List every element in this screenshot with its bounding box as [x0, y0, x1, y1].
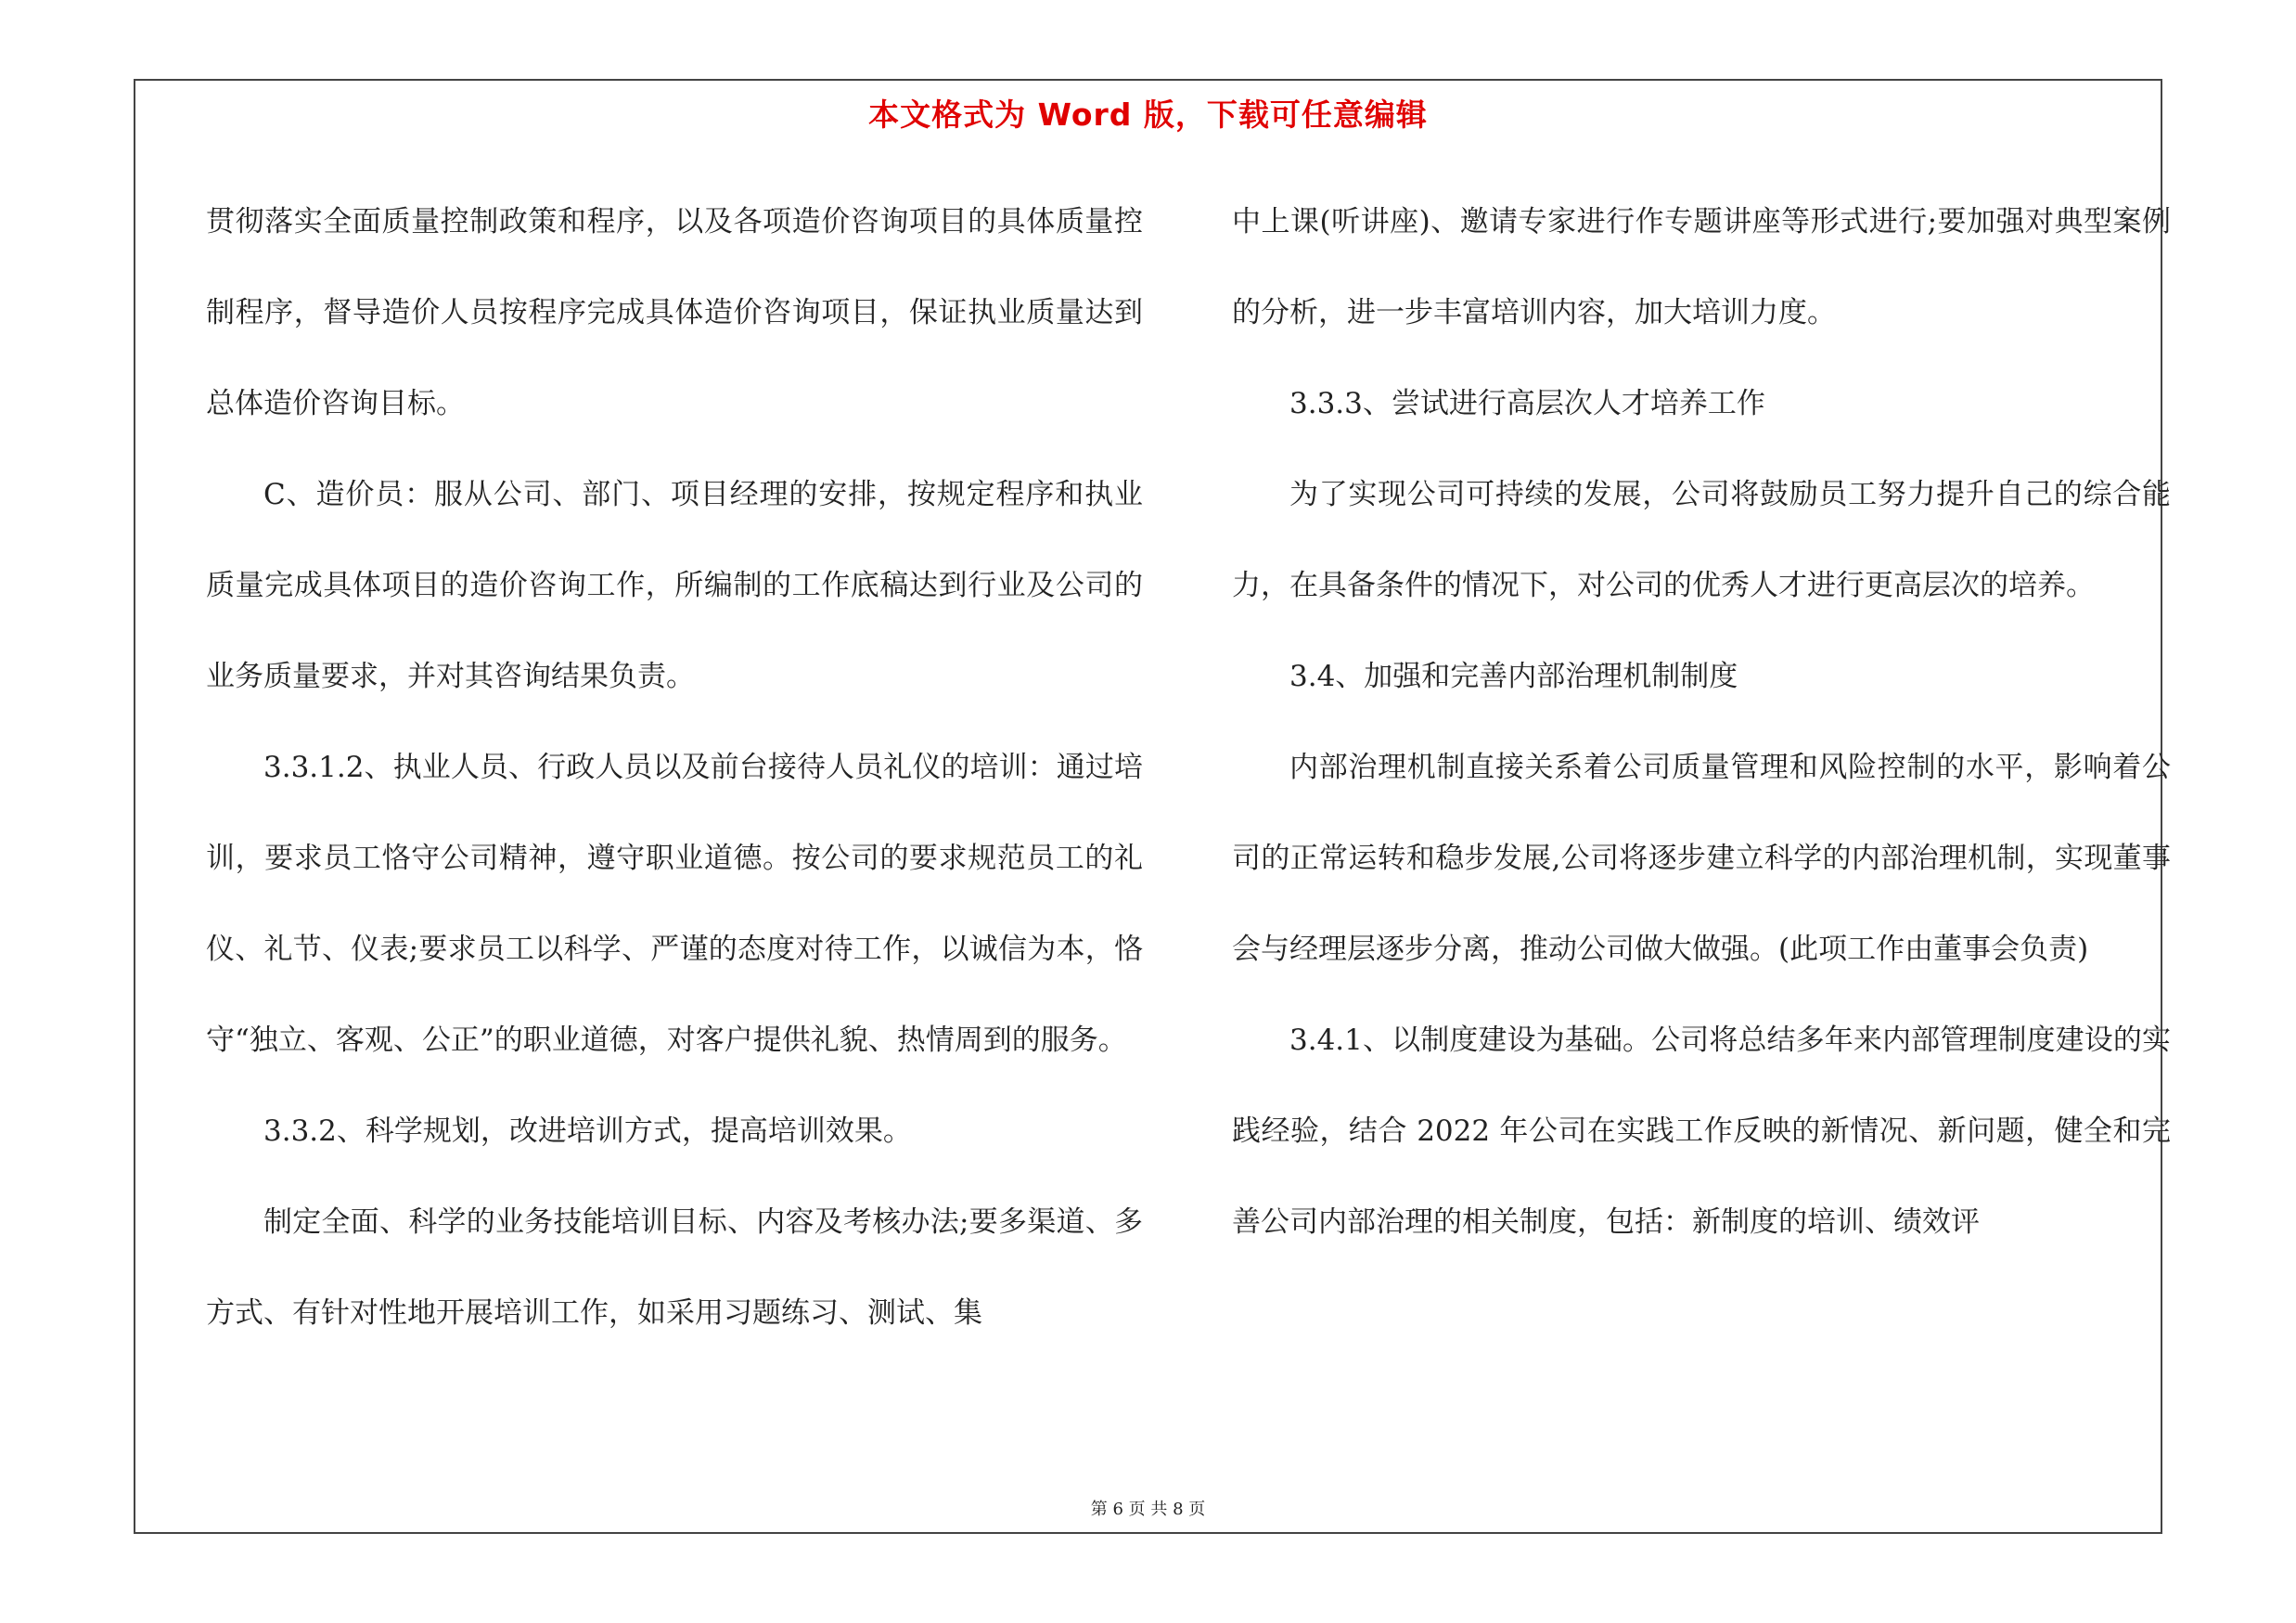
right-paragraph-2: 3.3.3、尝试进行高层次人才培养工作 [1289, 387, 1765, 420]
left-column [206, 176, 1143, 1359]
document-header-title: 本文格式为 Word 版，下载可任意编辑 [868, 97, 1428, 133]
left-paragraph-2: C、造价员：服从公司、部门、项目经理的安排，按规定程序和执业质量完成具体项目的造价咨询工作，所编制的工作底稿达到行业及公司的业务质量要求，并对其咨询结果负责。 [206, 478, 1143, 693]
left-paragraph-4: 3.3.2、科学规划，改进培训方式，提高培训效果。 [263, 1114, 912, 1148]
right-paragraph-1: 中上课(听讲座)、邀请专家进行作专题讲座等形式进行;要加强对典型案例的分析，进一步丰富培训内容，加大培训力度。 [1232, 205, 2171, 329]
page-number-footer: 第 6 页 共 8 页 [1090, 1500, 1206, 1519]
right-paragraph-6: 3.4.1、以制度建设为基础。公司将总结多年来内部管理制度建设的实践经验，结合 2022 年公司在实践工作反映的新情况、新问题，健全和完善公司内部治理的相关制度，包括：新制度的培训、绩效评 [1232, 1024, 2171, 1239]
left-paragraph-3: 3.3.1.2、执业人员、行政人员以及前台接待人员礼仪的培训：通过培训，要求员工恪守公司精神，遵守职业道德。按公司的要求规范员工的礼仪、礼节、仪表;要求员工以科学、严谨的态度对待工作，以诚信为本，恪守“独立、客观、公正”的职业道德，对客户提供礼貌、热情周到的服务。 [206, 751, 1143, 1057]
right-paragraph-3: 为了实现公司可持续的发展，公司将鼓励员工努力提升自己的综合能力，在具备条件的情况下，对公司的优秀人才进行更高层次的培养。 [1232, 478, 2171, 602]
right-paragraph-5: 内部治理机制直接关系着公司质量管理和风险控制的水平，影响着公司的正常运转和稳步发展,公司将逐步建立科学的内部治理机制，实现董事会与经理层逐步分离，推动公司做大做强。(此项工作由董事会负责) [1232, 751, 2171, 966]
right-column [1232, 176, 2171, 1268]
right-paragraph-4: 3.4、加强和完善内部治理机制制度 [1289, 660, 1738, 693]
left-paragraph-1: 贯彻落实全面质量控制政策和程序，以及各项造价咨询项目的具体质量控制程序，督导造价人员按程序完成具体造价咨询项目，保证执业质量达到总体造价咨询目标。 [206, 205, 1143, 420]
left-paragraph-5: 制定全面、科学的业务技能培训目标、内容及考核办法;要多渠道、多方式、有针对性地开展培训工作，如采用习题练习、测试、集 [206, 1205, 1143, 1330]
